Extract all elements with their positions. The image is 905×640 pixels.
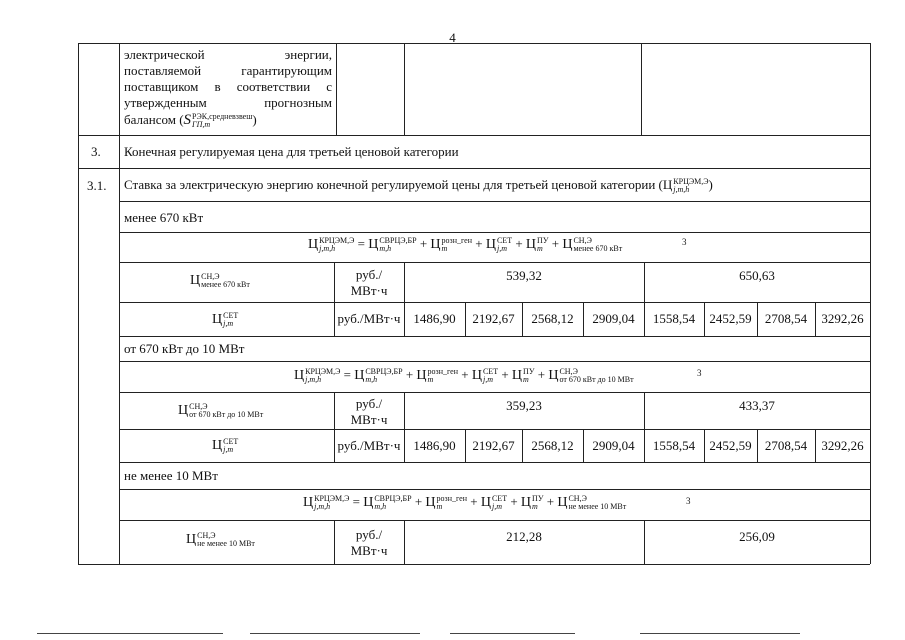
value: 2568,12 [531,438,574,453]
value: 433,37 [739,398,775,413]
row-number: 3. [91,144,101,159]
value: 2909,04 [592,438,635,453]
scan-line [37,633,223,634]
value: 2452,59 [709,438,752,453]
value: 256,09 [739,529,775,544]
unit: МВт·ч [350,283,388,298]
value: 2568,12 [531,311,574,326]
unit: руб./ [355,396,383,411]
continuation-line: электрической энергии, [124,47,332,62]
scan-line [250,633,420,634]
value: 1486,90 [413,438,456,453]
value: 3292,26 [821,311,864,326]
value: 2909,04 [592,311,635,326]
formula-note: 3 [697,368,702,378]
set-label: Ц СЕТ j,m [212,437,239,455]
value: 2708,54 [764,438,808,453]
value: 1486,90 [413,311,456,326]
formula-note: 3 [686,496,691,506]
unit: руб./МВт·ч [337,311,401,326]
scan-line [640,633,800,634]
continuation-last-line: балансом (S РЭК,средневзвеш ГП,m ) [124,112,257,130]
value: 1558,54 [652,438,696,453]
set-label: Ц СЕТ j,m [212,311,239,329]
sn-label: Ц СН,Э не менее 10 МВт [186,531,255,549]
formula-note: 3 [682,237,687,247]
unit: руб./ [355,267,383,282]
row-title: Конечная регулируемая цена для третьей ценовой категории [124,144,459,159]
formula: Ц КРЦЭМ,Э j,m,h = Ц СВРЦЭ,БР m,h + Ц розн_ген m + Ц СЕТ j,m + Ц ПУ m + Ц СН,Э от 670 кВт до 10 МВт [294,367,634,385]
section-label: не менее 10 МВт [124,468,218,483]
value: 2192,67 [472,438,515,453]
scan-line [450,633,575,634]
continuation-line: поставляемой гарантирующим [124,63,332,78]
value: 359,23 [506,398,542,413]
row-number: 3.1. [87,178,107,193]
formula: Ц КРЦЭМ,Э j,m,h = Ц СВРЦЭ,БР m,h + Ц розн_ген m + Ц СЕТ j,m + Ц ПУ m + Ц СН,Э менее 670 кВт [308,236,623,254]
sn-label: Ц СН,Э менее 670 кВт [190,272,250,290]
value: 212,28 [506,529,542,544]
value: 1558,54 [652,311,696,326]
value: 539,32 [506,268,542,283]
row-title: Ставка за электрическую энергию конечной регулируемой цены для третьей ценовой категории (Ц КРЦЭМ,Э j,m,h ) [124,177,713,195]
section-label: от 670 кВт до 10 МВт [124,341,245,356]
formula: Ц КРЦЭМ,Э j,m,h = Ц СВРЦЭ,БР m,h + Ц розн_ген m + Ц СЕТ j,m + Ц ПУ m + Ц СН,Э не менее 10 МВт [303,494,627,512]
value: 2452,59 [709,311,752,326]
unit: МВт·ч [350,543,388,558]
sn-label: Ц СН,Э от 670 кВт до 10 МВт [178,402,264,420]
value: 2708,54 [764,311,808,326]
unit: руб./МВт·ч [337,438,401,453]
value: 2192,67 [472,311,515,326]
continuation-line: поставщиком в соответствии с [124,79,332,94]
unit: МВт·ч [350,412,388,427]
value: 650,63 [739,268,775,283]
page-number: 4 [449,30,456,45]
value: 3292,26 [821,438,864,453]
unit: руб./ [355,527,383,542]
section-label: менее 670 кВт [124,210,204,225]
continuation-line: утвержденным прогнозным [124,95,332,110]
